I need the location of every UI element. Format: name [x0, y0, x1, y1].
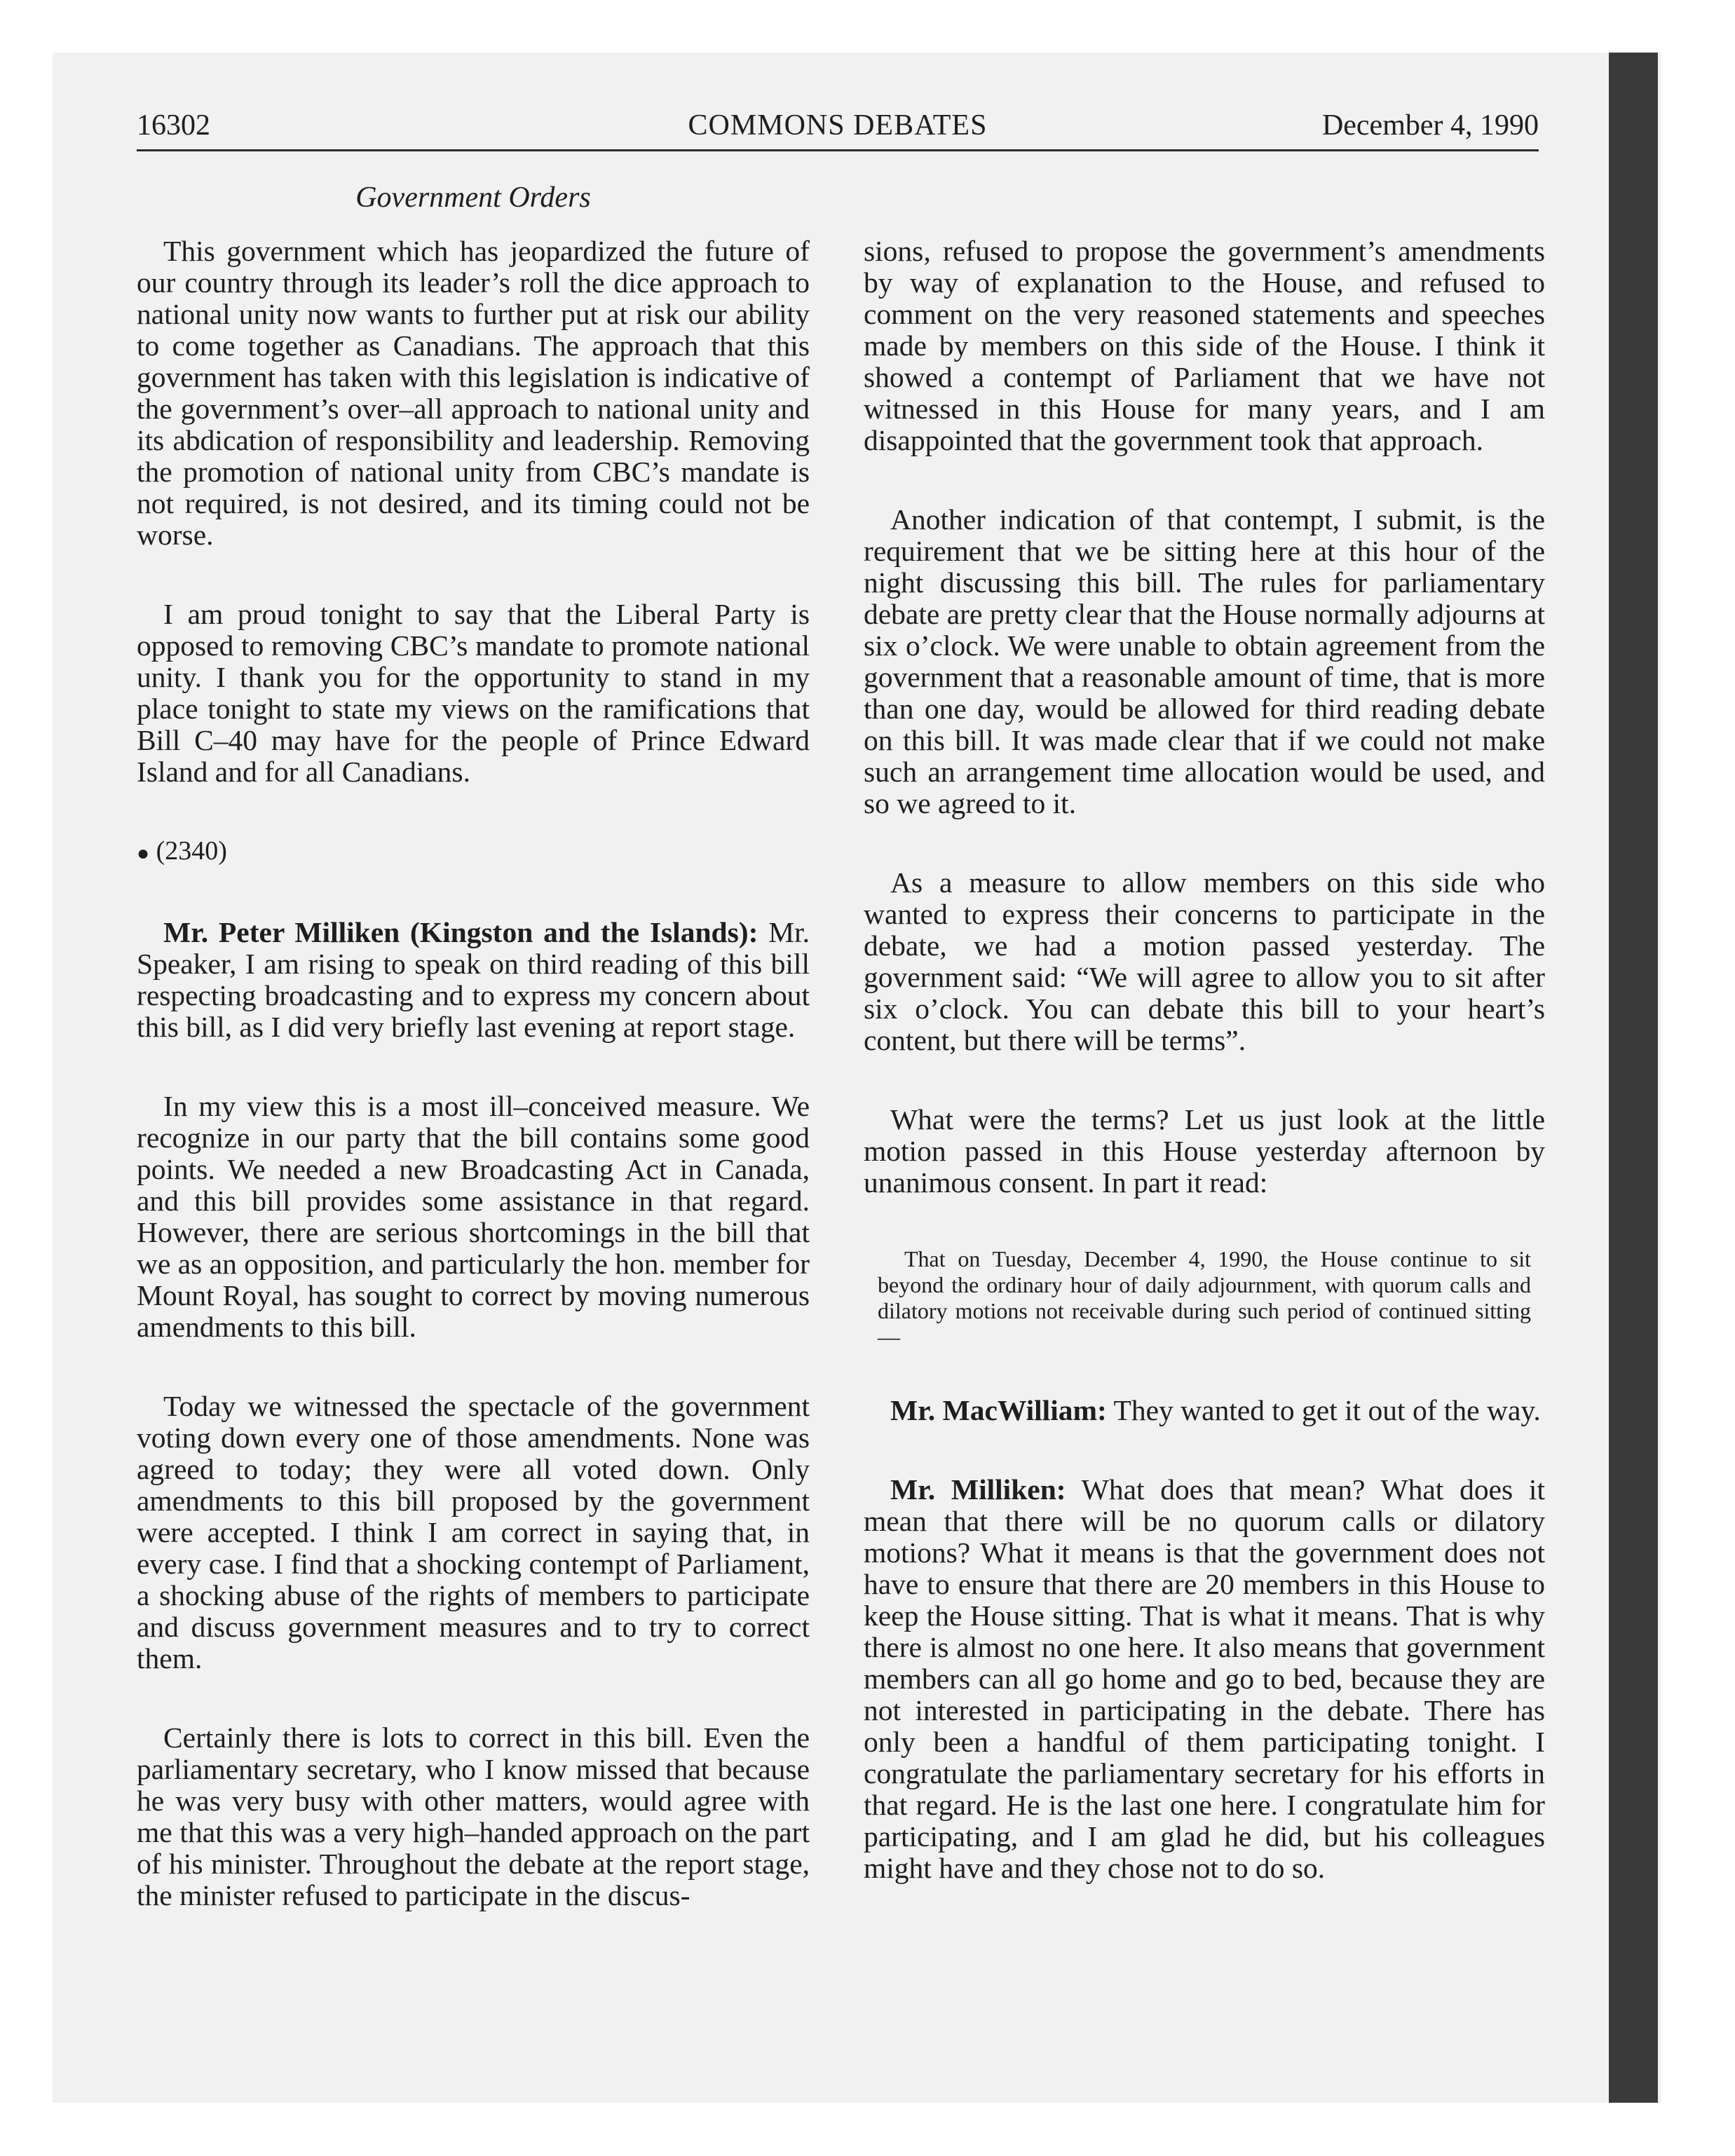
- speech-paragraph: [864, 1474, 1545, 1884]
- scan-edge-bar: [1609, 53, 1658, 2103]
- bullet-icon: ●: [137, 841, 150, 865]
- paragraph: sions, refused to propose the government’s amendments by way of explanation to the House, and refused to comment on the very reasoned statements and speeches made by members on this side of the House. I think it showed a contempt of Parliament that we have not witnessed in this House for many years, and I am disappointed that the government took that approach.: [864, 235, 1545, 456]
- paragraph: I am proud tonight to say that the Liberal Party is opposed to removing CBC’s mandate to promote national unity. I thank you for the opportunity to stand in my place tonight to state my views on the ramifications that Bill C–40 may have for the people of Prince Edward Island and for all Canadians.: [137, 598, 810, 788]
- speech-text: They wanted to get it out of the way.: [1113, 1394, 1541, 1426]
- page-header: [137, 109, 1539, 149]
- motion-quote: That on Tuesday, December 4, 1990, the House continue to sit beyond the ordinary hour of daily adjournment, with quorum calls and dilatory motions not receivable during such period of continued sitting—: [878, 1246, 1531, 1349]
- page-number: 16302: [137, 109, 210, 142]
- paragraph: In my view this is a most ill–conceived measure. We recognize in our party that the bill contains some good points. We needed a new Broadcasting Act in Canada, and this bill provides some assistance in that regard. However, there are serious shortcomings in the bill that we as an opposition, and particularly the hon. member for Mount Royal, has sought to correct by moving numerous amendments to this bill.: [137, 1089, 810, 1343]
- paragraph: This government which has jeopardized the future of our country through its leader’s roll the dice approach to national unity now wants to further put at risk our ability to come together as Canadians. The approach that this government has taken with this legislation is indicative of the government’s over–all approach to national unity and its abdication of responsibility and leadership. Removing the promotion of national unity from CBC’s mandate is not required, is not desired, and its timing could not be worse.: [137, 235, 810, 551]
- left-column: [137, 236, 810, 1959]
- right-column: [864, 236, 1545, 1932]
- paragraph: What were the terms? Let us just look at the little motion passed in this House yesterday afternoon by unanimous consent. In part it read:: [864, 1103, 1545, 1199]
- paragraph: Another indication of that contempt, I submit, is the requirement that we be sitting here at this hour of the night discussing this bill. The rules for parliamentary debate are pretty clear that the House normally adjourns at six o’clock. We were unable to obtain agreement from the government that a reasonable amount of time, that is more than one day, would be allowed for third reading debate on this bill. It was made clear that if we could not make such an arrangement time allocation would be used, and so we agreed to it.: [864, 503, 1545, 819]
- paragraph: Today we witnessed the spectacle of the government voting down every one of those amendments. None was agreed to today; they were all voted down. Only amendments to this bill proposed by the government were accepted. I think I am correct in saying that, in every case. I find that a shocking contempt of Parliament, a shocking abuse of the rights of members to participate and discuss government measures and to try to correct them.: [137, 1389, 810, 1674]
- paragraph: As a measure to allow members on this side who wanted to express their concerns to participate in the debate, we had a motion passed yesterday. The government said: “We will agree to allow you to sit after six o’clock. You can debate this bill to your heart’s content, but there will be terms”.: [864, 866, 1545, 1056]
- section-title: Government Orders: [355, 182, 591, 214]
- speech-text: Mr. Speaker, I am rising to speak on third reading of this bill respecting broadcasting and to express my concern about this bill, as I did very briefly last evening at report stage.: [137, 915, 810, 1043]
- speech-text: What does that mean? What does it mean that there will be no quorum calls or dilatory motions? What it means is that the government does not have to ensure that there are 20 members in this House to keep the House sitting. That is what it means. That is why there is almost no one here. It also means that government members can all go home and go to bed, because they are not interested in participating in the debate. There has only been a handful of them participating tonight. I congratulate the parliamentary secretary for his efforts in that regard. He is the last one here. I congratulate him for participating, and I am glad he did, but his colleagues might have and they chose not to do so.: [864, 1473, 1545, 1884]
- speaker-name: Mr. Milliken:: [890, 1473, 1066, 1506]
- page-date: December 4, 1990: [1321, 109, 1539, 142]
- paragraph: Certainly there is lots to correct in this bill. Even the parliamentary secretary, who I know missed that because he was very busy with other matters, would agree with me that this was a very high–handed approach on the part of his minister. Throughout the debate at the report stage, the minister refused to participate in the discus-: [137, 1721, 810, 1911]
- time-marker: [137, 835, 810, 869]
- time-marker-text: (2340): [156, 836, 227, 866]
- publication-title: COMMONS DEBATES: [688, 109, 988, 142]
- speaker-name: Mr. Peter Milliken (Kingston and the Islands):: [163, 915, 758, 948]
- header-rule: [137, 149, 1539, 151]
- speaker-name: Mr. MacWilliam:: [890, 1394, 1107, 1426]
- speech-paragraph: [864, 1395, 1545, 1426]
- speech-paragraph: [137, 917, 810, 1043]
